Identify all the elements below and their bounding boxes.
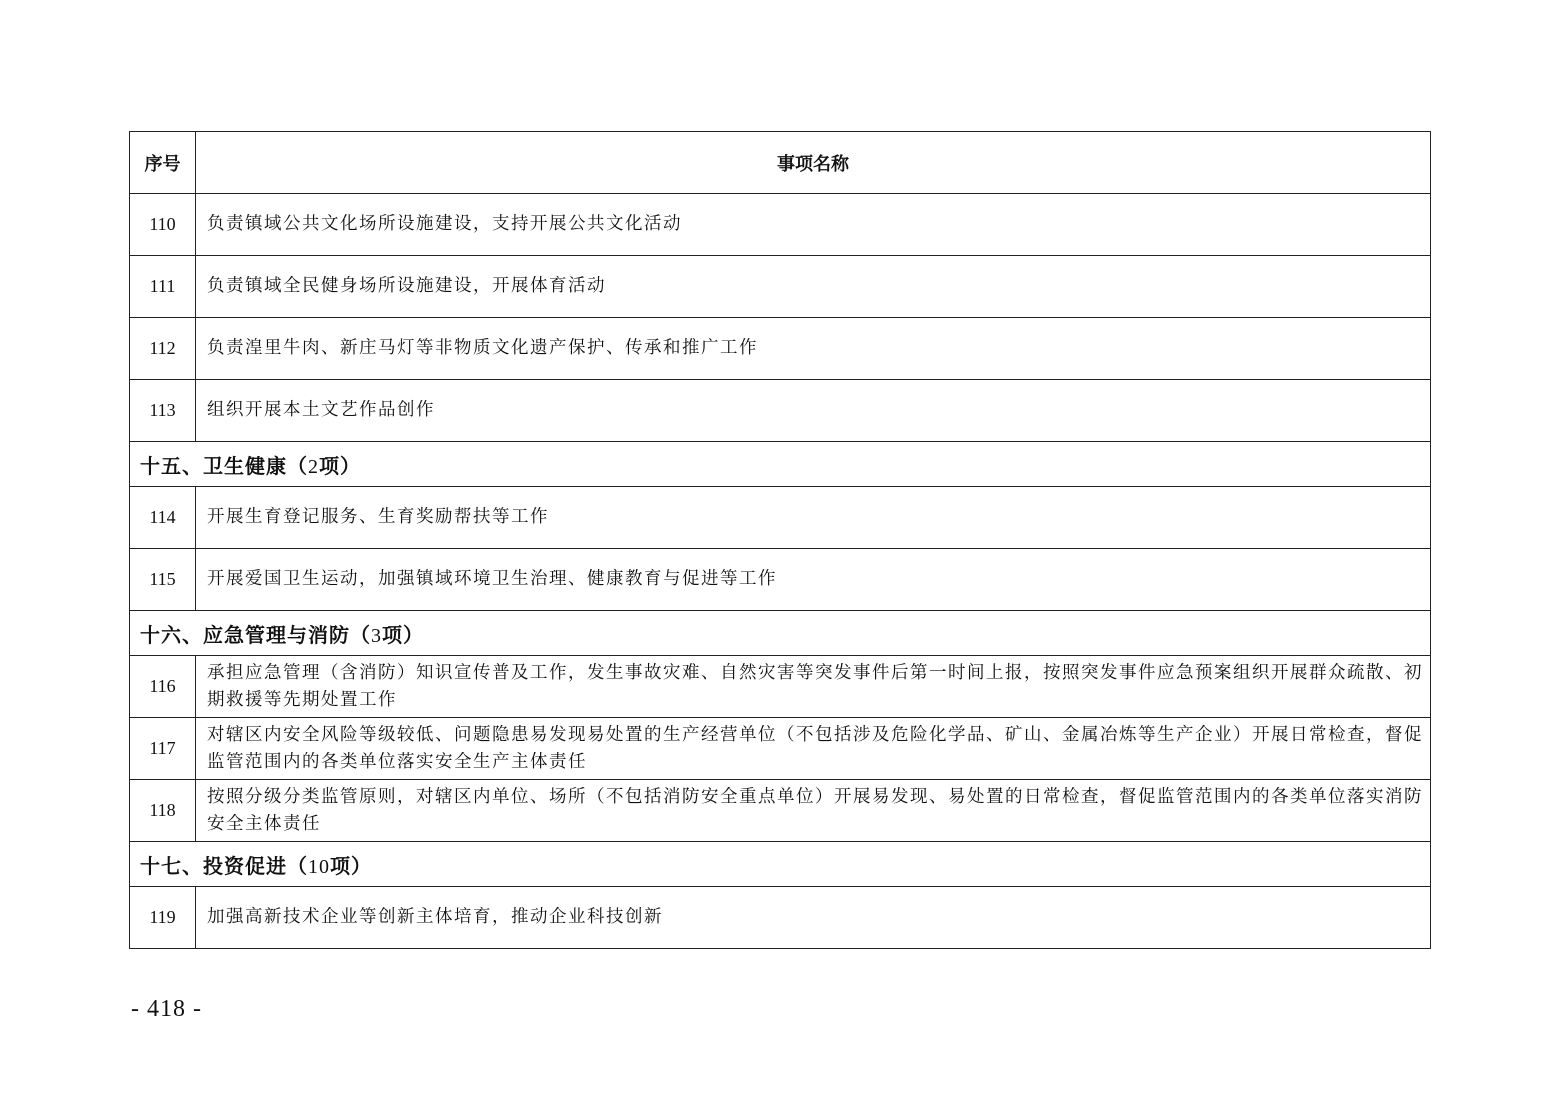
- table-row: [130, 780, 1431, 842]
- section-suffix: 项）: [330, 853, 372, 878]
- table-row: [130, 656, 1431, 718]
- row-number: 111: [130, 256, 196, 318]
- row-number: 115: [130, 549, 196, 611]
- row-text: 按照分级分类监管原则，对辖区内单位、场所（不包括消防安全重点单位）开展易发现、易处置的日常检查，督促监管范围内的各类单位落实消防安全主体责任: [196, 780, 1431, 842]
- row-text: 组织开展本土文艺作品创作: [196, 380, 1431, 442]
- row-text: 负责镇域全民健身场所设施建设，开展体育活动: [196, 256, 1431, 318]
- section-heading: [130, 842, 1431, 887]
- row-number: 119: [130, 887, 196, 949]
- table-row: [130, 549, 1431, 611]
- table-row: [130, 887, 1431, 949]
- section-suffix: 项）: [382, 622, 424, 647]
- row-number: 113: [130, 380, 196, 442]
- table-row: [130, 718, 1431, 780]
- header-serial-number: 序号: [130, 132, 196, 194]
- page-number: - 418 -: [131, 996, 202, 1022]
- section-title: 十六、应急管理与消防（: [140, 622, 371, 647]
- row-number: 110: [130, 194, 196, 256]
- section-heading: [130, 442, 1431, 487]
- row-text: 负责湟里牛肉、新庄马灯等非物质文化遗产保护、传承和推广工作: [196, 318, 1431, 380]
- table-row: [130, 318, 1431, 380]
- row-text: 开展生育登记服务、生育奖励帮扶等工作: [196, 487, 1431, 549]
- table-row: [130, 487, 1431, 549]
- row-text: 开展爱国卫生运动，加强镇域环境卫生治理、健康教育与促进等工作: [196, 549, 1431, 611]
- table-row: [130, 194, 1431, 256]
- row-text: 加强高新技术企业等创新主体培育，推动企业科技创新: [196, 887, 1431, 949]
- section-heading: [130, 611, 1431, 656]
- matters-table: [129, 131, 1431, 949]
- row-number: 114: [130, 487, 196, 549]
- section-count: 2: [308, 455, 319, 478]
- table-row: [130, 380, 1431, 442]
- row-number: 116: [130, 656, 196, 718]
- section-title: 十七、投资促进（: [140, 853, 308, 878]
- section-title: 十五、卫生健康（: [140, 453, 308, 478]
- row-number: 112: [130, 318, 196, 380]
- section-row: [130, 442, 1431, 487]
- row-number: 118: [130, 780, 196, 842]
- row-text: 对辖区内安全风险等级较低、问题隐患易发现易处置的生产经营单位（不包括涉及危险化学品、矿山、金属冶炼等生产企业）开展日常检查，督促监管范围内的各类单位落实安全生产主体责任: [196, 718, 1431, 780]
- section-count: 10: [308, 855, 330, 878]
- section-count: 3: [371, 624, 382, 647]
- table-header-row: [130, 132, 1431, 194]
- table-row: [130, 256, 1431, 318]
- header-item-name: 事项名称: [196, 132, 1431, 194]
- section-row: [130, 842, 1431, 887]
- section-suffix: 项）: [319, 453, 361, 478]
- row-text: 承担应急管理（含消防）知识宣传普及工作，发生事故灾难、自然灾害等突发事件后第一时间上报，按照突发事件应急预案组织开展群众疏散、初期救援等先期处置工作: [196, 656, 1431, 718]
- section-row: [130, 611, 1431, 656]
- row-text: 负责镇域公共文化场所设施建设，支持开展公共文化活动: [196, 194, 1431, 256]
- row-number: 117: [130, 718, 196, 780]
